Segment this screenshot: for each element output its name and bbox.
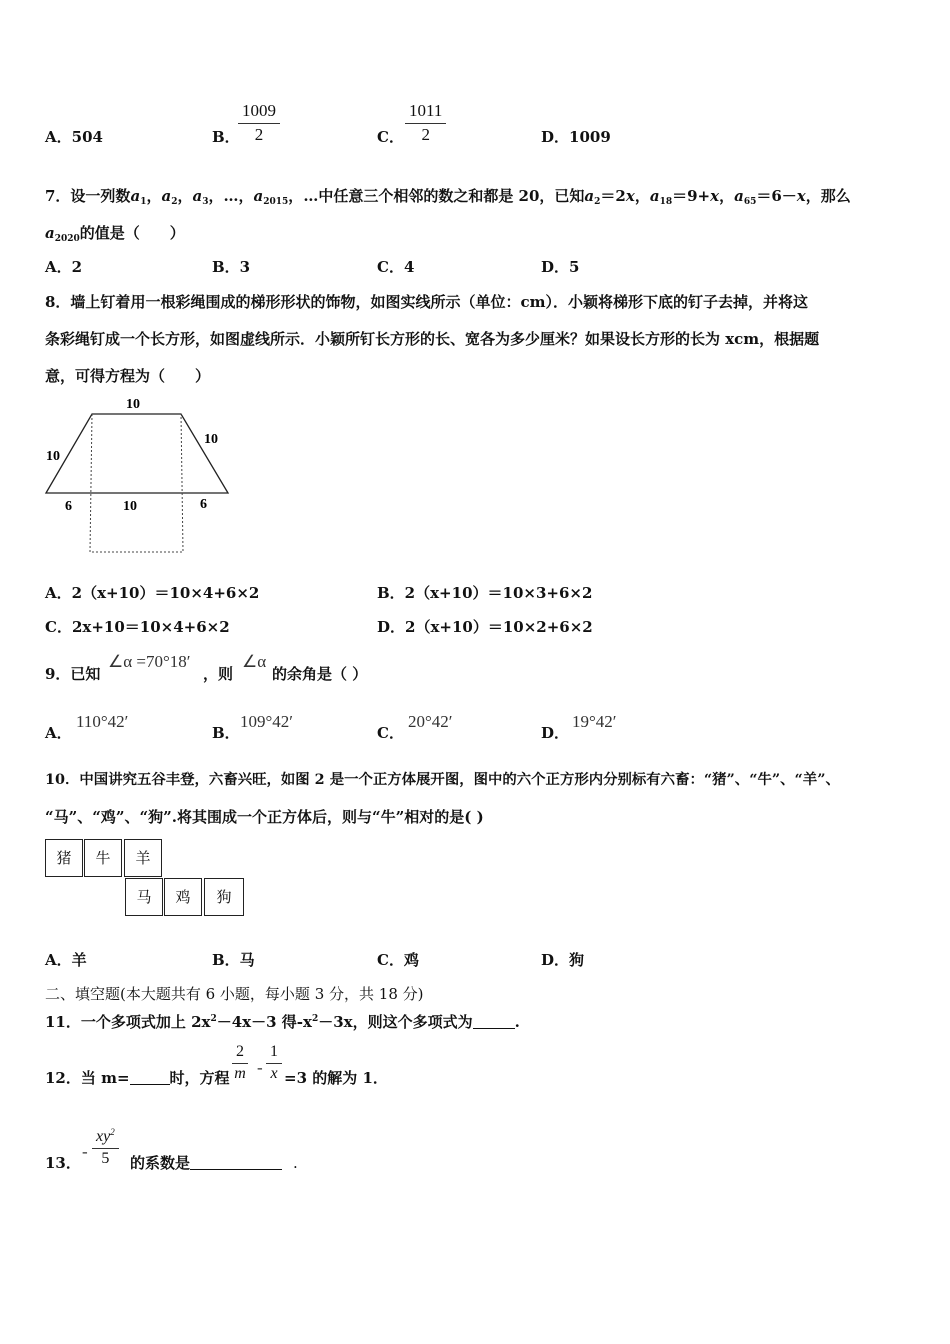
q8-trapezoid-figure: [40, 392, 240, 557]
label-bottom-right: 6: [200, 497, 207, 512]
q6-option-c-fraction: [405, 101, 446, 145]
q12-stem: [45, 1068, 230, 1088]
q12-minus: -: [257, 1058, 263, 1077]
q12-text-mid: 时，方程: [169, 1069, 230, 1087]
q12-fraction-2: [266, 1043, 282, 1083]
q13-numerator-text: xy: [96, 1128, 111, 1145]
q11-text-mid2: －3x，则这个多项式为: [318, 1013, 473, 1031]
net-cell-chicken: 鸡: [164, 878, 202, 916]
q6-b-denominator: 2: [254, 125, 264, 144]
q8-option-d: D．2（x+10）＝10×2+6×2: [377, 618, 593, 636]
q7-stem-line2: $a_{2020}$的值是（ ）: [45, 224, 185, 244]
q9-option-d-label: D．: [541, 724, 570, 742]
q12-f1-denominator: m: [234, 1065, 246, 1082]
q7-option-c: C．4: [377, 258, 415, 276]
q13-negative-sign: -: [82, 1142, 88, 1161]
q9-option-d-value: 19°42′: [572, 712, 617, 731]
net-cell-ox: 牛: [84, 839, 122, 877]
q9-option-b-label: B．: [212, 724, 240, 742]
q13-number: 13．: [45, 1154, 81, 1172]
q6-b-numerator: 1009: [238, 101, 280, 124]
q11-answer-blank[interactable]: [473, 1028, 515, 1029]
q11-stem: 11．一个多项式加上 $2x^2-4x-3$ 得$-x^2-3x$，则这个多项式为 .: [45, 1013, 520, 1031]
q9-stem-mid: ，则: [203, 665, 234, 683]
label-top: 10: [126, 397, 140, 412]
q13-text-end: .: [293, 1154, 298, 1172]
q8-stem-line2: 条彩绳钉成一个长方形，如图虚线所示．小颖所钉长方形的长、宽各为多少厘米？如果设长方形的长为 xcm，根据题: [45, 330, 820, 348]
trapezoid-outline: [46, 414, 228, 493]
q12-fraction-1: [232, 1043, 248, 1083]
q9-option-a-label: A．: [45, 724, 72, 742]
q9-option-c-value: 20°42′: [408, 712, 453, 731]
q7-text: 7．设一列数: [45, 187, 131, 205]
q13-text-mid: 的系数是: [130, 1154, 191, 1172]
q7-text-question: 的值是（ ）: [79, 224, 185, 242]
q13-denominator: 5: [101, 1150, 110, 1167]
q7-option-d: D．5: [541, 258, 580, 276]
q9-stem-pre: 9．已知: [45, 665, 101, 683]
q7-option-a: A．2: [45, 258, 83, 276]
label-left: 10: [46, 449, 60, 464]
q6-c-numerator: 1011: [405, 101, 446, 124]
label-right: 10: [204, 432, 218, 447]
q6-option-a: A．504: [45, 128, 103, 146]
label-bottom-middle: 10: [123, 499, 137, 514]
q10-option-b: B．马: [212, 951, 255, 969]
q11-text-pre: 11．一个多项式加上 2x: [45, 1013, 211, 1031]
q9-angle: ∠α: [242, 652, 267, 671]
net-cell-sheep: 羊: [124, 839, 162, 877]
q10-option-d: D．狗: [541, 951, 585, 969]
q12-text-pre: 12．当 m=: [45, 1069, 130, 1087]
q8-stem-line3: 意，可得方程为（ ）: [45, 367, 211, 385]
q10-option-c: C．鸡: [377, 951, 419, 969]
q12-stem-post: =3 的解为 1．: [284, 1069, 388, 1087]
net-cell-dog: 狗: [204, 878, 244, 916]
q7-text-end: ，那么: [805, 187, 851, 205]
q9-option-b-value: 109°42′: [240, 712, 294, 731]
q13-answer-blank[interactable]: [190, 1169, 282, 1170]
q12-answer-blank[interactable]: [130, 1084, 170, 1085]
q12-f2-denominator: x: [270, 1065, 278, 1082]
q8-option-a: A．2（x+10）＝10×4+6×2: [45, 584, 260, 602]
net-cell-pig: 猪: [45, 839, 83, 877]
q8-option-c: C．2x+10＝10×4+6×2: [45, 618, 230, 636]
rectangle-dashed-outline: [90, 414, 183, 552]
q6-c-denominator: 2: [421, 125, 430, 144]
q13-fraction: [92, 1127, 119, 1168]
net-cell-horse: 马: [125, 878, 163, 916]
q8-option-b: B．2（x+10）＝10×3+6×2: [377, 584, 593, 602]
q13-numerator: $xy^2$: [92, 1127, 119, 1149]
q10-stem-line1: 10．中国讲究五谷丰登，六畜兴旺，如图 2 是一个正方体展开图，图中的六个正方形内分别标有六畜：“猪”、“牛”、“羊”、: [45, 771, 840, 788]
q9-angle-expression: ∠α =70°18′: [108, 652, 191, 671]
q6-option-c-label: C．: [377, 128, 404, 146]
q7-stem-line1: 7．设一列数$a_1$，$a_2$，$a_3$，…，$a_{2015}$，…中任意三个相邻的数之和都是 20，已知$a_2=2x$，$a_{18}=9+x$，$a_{65}=6-x$，那么: [45, 187, 851, 207]
label-bottom-left: 6: [65, 499, 72, 514]
q9-option-c-label: C．: [377, 724, 404, 742]
q10-option-a: A．羊: [45, 951, 87, 969]
q7-text-rest: …中任意三个相邻的数之和都是 20，已知: [303, 187, 585, 205]
q7-option-b: B．3: [212, 258, 251, 276]
q12-f1-numerator: 2: [232, 1043, 248, 1064]
q6-option-d: D．1009: [541, 128, 611, 146]
section-2-title: 二、填空题(本大题共有 6 小题，每小题 3 分，共 18 分): [45, 985, 424, 1003]
q9-stem-post: 的余角是（ ）: [272, 665, 368, 683]
q8-stem-line1: 8．墙上钉着用一根彩绳围成的梯形形状的饰物，如图实线所示（单位：cm）．小颖将梯形下底的钉子去掉，并将这: [45, 293, 808, 311]
q12-f2-numerator: 1: [266, 1043, 282, 1064]
q11-text-mid1: －4x－3 得-x: [216, 1013, 312, 1031]
q13-stem: [130, 1153, 282, 1173]
q6-option-b-label: B．: [212, 128, 240, 146]
q10-stem-line2: “马”、“鸡”、“狗”.将其围成一个正方体后，则与“牛”相对的是( ): [45, 808, 484, 826]
q6-option-b-fraction: [238, 101, 280, 145]
q9-option-a-value: 110°42′: [76, 712, 129, 731]
q11-text-end: .: [514, 1013, 520, 1031]
